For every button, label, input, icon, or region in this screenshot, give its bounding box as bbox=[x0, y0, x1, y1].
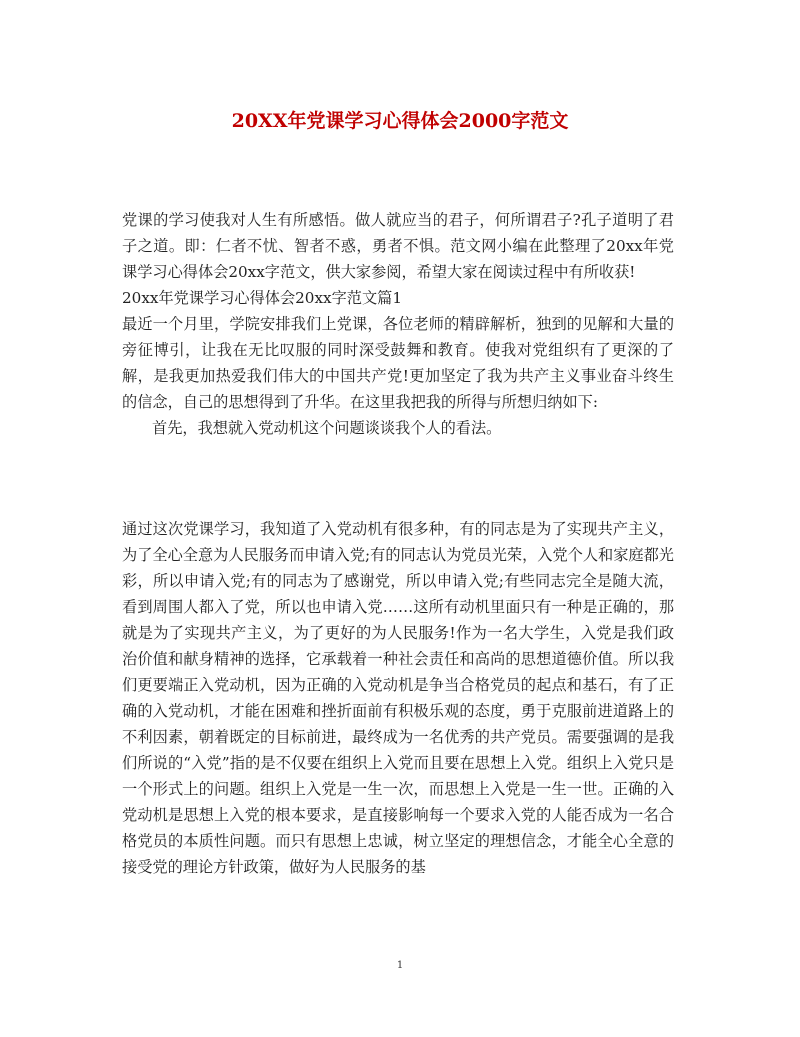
section-heading: 20xx年党课学习心得体会20xx字范文篇1 bbox=[122, 289, 403, 307]
intro-paragraph: 党课的学习使我对人生有所感悟。做人就应当的君子，何所谓君子?孔子道明了君子之道。即：仁者不忧、智者不惑，勇者不惧。范文网小编在此整理了20xx年党课学习心得体会20xx字范文，供大家参阅，希望大家在阅读过程中有所收获! bbox=[122, 211, 674, 281]
document-title: 20XX年党课学习心得体会2000字范文 bbox=[231, 110, 569, 132]
page-number: 1 bbox=[396, 960, 404, 971]
body-paragraph-1: 最近一个月里，学院安排我们上党课，各位老师的精辟解析，独到的见解和大量的旁征博引，让我在无比叹服的同时深受鼓舞和教育。使我对党组织有了更深的了解，是我更加热爱我们伟大的中国共产党!更加坚定了我为共产主义事业奋斗终生的信念，自己的思想得到了升华。在这里我把我的所得与所想归纳如下: bbox=[122, 315, 674, 411]
body-paragraph-3: 通过这次党课学习，我知道了入党动机有很多种，有的同志是为了实现共产主义，为了全心全意为人民服务而申请入党;有的同志认为党员光荣，入党个人和家庭都光彩，所以申请入党;有的同志为了感谢党，所以申请入党;有些同志完全是随大流，看到周围人都入了党，所以也申请入党……这所有动机里面只有一种是正确的，那就是为了实现共产主义，为了更好的为人民服务!作为一名大学生，入党是我们政治价值和献身精神的选择，它承载着一种社会责任和高尚的思想道德价值。所以我们更要端正入党动机，因为正确的入党动机是争当合格党员的起点和基石，有了正确的入党动机，才能在困难和挫折面前有积极乐观的态度，勇于克服前进道路上的不利因素，朝着既定的目标前进，最终成为一名优秀的共产党员。需要强调的是我们所说的“入党”指的是不仅要在组织上入党而且要在思想上入党。组织上入党只是一个形式上的问题。组织上入党是一生一次，而思想上入党是一生一世。正确的入党动机是思想上入党的根本要求，是直接影响每一个要求入党的人能否成为一名合格党员的本质性问题。而只有思想上忠诚，树立坚定的理想信念，才能全心全意的接受党的理论方针政策，做好为人民服务的基 bbox=[122, 520, 674, 876]
document-body-top bbox=[122, 207, 674, 441]
document-body-bottom bbox=[122, 516, 674, 880]
body-paragraph-2: 首先，我想就入党动机这个问题谈谈我个人的看法。 bbox=[152, 419, 502, 437]
